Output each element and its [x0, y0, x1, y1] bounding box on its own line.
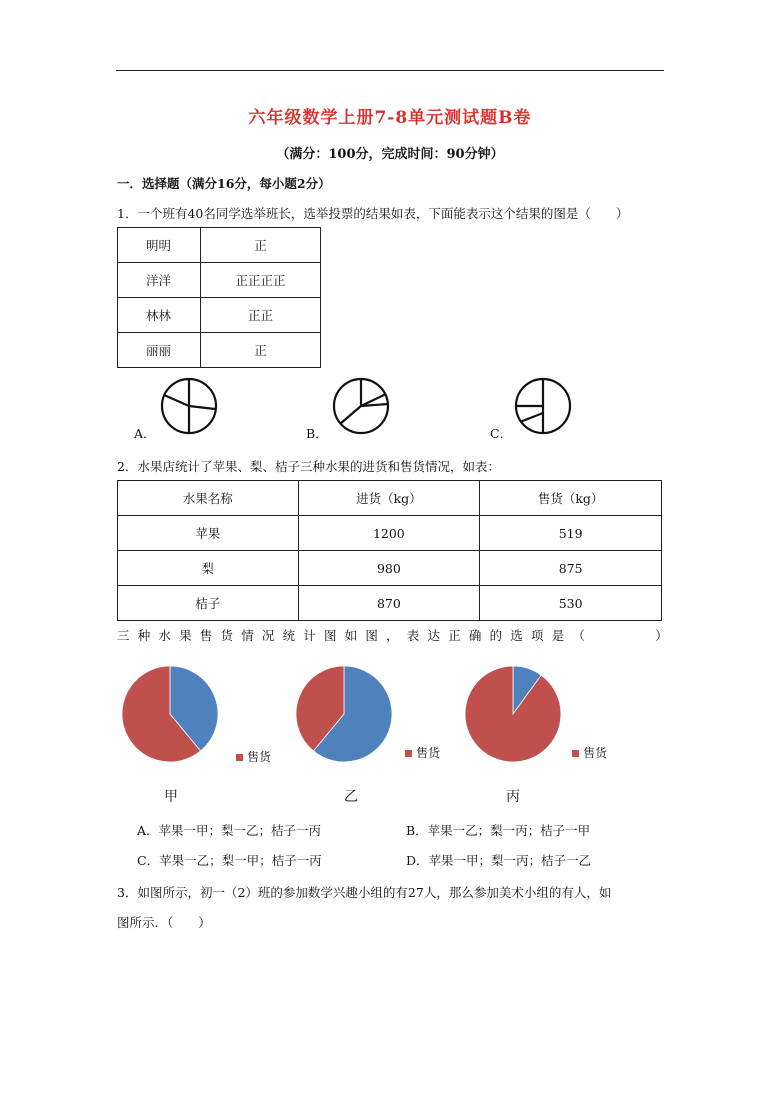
- option-c-diagram: [514, 377, 572, 435]
- pie-chart-yi: [294, 664, 394, 764]
- pie-legend-jia: [236, 748, 271, 765]
- option-d: D．苹果一甲；梨一丙；桔子一乙: [406, 853, 592, 868]
- table-row: [118, 516, 662, 551]
- fruit-name: 梨: [118, 551, 299, 586]
- legend-label: 售货: [416, 746, 441, 760]
- option-b-label: B．: [306, 426, 328, 441]
- vote-tally: 正: [201, 228, 321, 263]
- fruit-in: 870: [298, 586, 480, 621]
- pie-label-jia: 甲: [164, 789, 178, 805]
- legend-swatch: [405, 750, 412, 757]
- question-2-prompt: 三种水果售货情况统计图如图，表达正确的选项是（ ）: [117, 628, 676, 643]
- page-subtitle: （满分：100分，完成时间：90分钟）: [276, 147, 504, 162]
- vote-tally: 正正正正: [201, 263, 321, 298]
- option-c-label: C．: [490, 426, 513, 441]
- pie-label-yi: 乙: [344, 789, 358, 805]
- table-row: [118, 263, 321, 298]
- section-heading: 一．选择题（满分16分，每小题2分）: [117, 176, 331, 191]
- option-b: B．苹果一乙；梨一丙；桔子一甲: [406, 823, 591, 838]
- vote-table: [117, 227, 321, 368]
- vote-name: 明明: [118, 228, 201, 263]
- fruit-table: [117, 480, 662, 621]
- question-2-text: 2．水果店统计了苹果、梨、桔子三种水果的进货和售货情况，如表：: [117, 459, 500, 474]
- fruit-out: 519: [480, 516, 662, 551]
- pie-label-bing: 丙: [506, 789, 520, 805]
- question-1-text: 1．一个班有40名同学选举班长，选举投票的结果如表，下面能表示这个结果的图是（ ）: [117, 206, 629, 221]
- option-a-diagram: [160, 377, 218, 435]
- pie-slice-1: [465, 666, 561, 762]
- option-b-diagram: [332, 377, 390, 435]
- vote-name: 丽丽: [118, 333, 201, 368]
- legend-swatch: [236, 754, 243, 761]
- fruit-out: 530: [480, 586, 662, 621]
- table-header-row: [118, 481, 662, 516]
- pie-chart-jia: [120, 664, 220, 764]
- legend-label: 售货: [247, 750, 272, 764]
- header-fruit-name: 水果名称: [118, 481, 299, 516]
- page-title: 六年级数学上册7-8单元测试题B卷: [248, 108, 532, 128]
- header-rule: [116, 70, 664, 71]
- header-sold: 售货（kg）: [480, 481, 662, 516]
- table-row: [118, 298, 321, 333]
- option-c: C．苹果一乙；梨一甲；桔子一丙: [137, 853, 322, 868]
- table-row: [118, 551, 662, 586]
- table-row: [118, 586, 662, 621]
- table-row: [118, 333, 321, 368]
- fruit-name: 桔子: [118, 586, 299, 621]
- fruit-name: 苹果: [118, 516, 299, 551]
- pie-legend-bing: [572, 744, 607, 761]
- fruit-out: 875: [480, 551, 662, 586]
- option-a: A．苹果一甲；梨一乙；桔子一丙: [137, 823, 322, 838]
- table-row: [118, 228, 321, 263]
- vote-name: 洋洋: [118, 263, 201, 298]
- option-a-label: A．: [134, 426, 156, 441]
- question-3-line1: 3．如图所示，初一（2）班的参加数学兴趣小组的有27人，那么参加美术小组的有人，如: [117, 885, 612, 900]
- vote-tally: 正正: [201, 298, 321, 333]
- vote-name: 林林: [118, 298, 201, 333]
- header-stock-in: 进货（kg）: [298, 481, 480, 516]
- legend-swatch: [572, 750, 579, 757]
- vote-tally: 正: [201, 333, 321, 368]
- pie-chart-bing: [463, 664, 563, 764]
- question-3-line2: 图所示．（ ）: [117, 915, 211, 930]
- pie-legend-yi: [405, 744, 440, 761]
- legend-label: 售货: [583, 746, 608, 760]
- fruit-in: 980: [298, 551, 480, 586]
- fruit-in: 1200: [298, 516, 480, 551]
